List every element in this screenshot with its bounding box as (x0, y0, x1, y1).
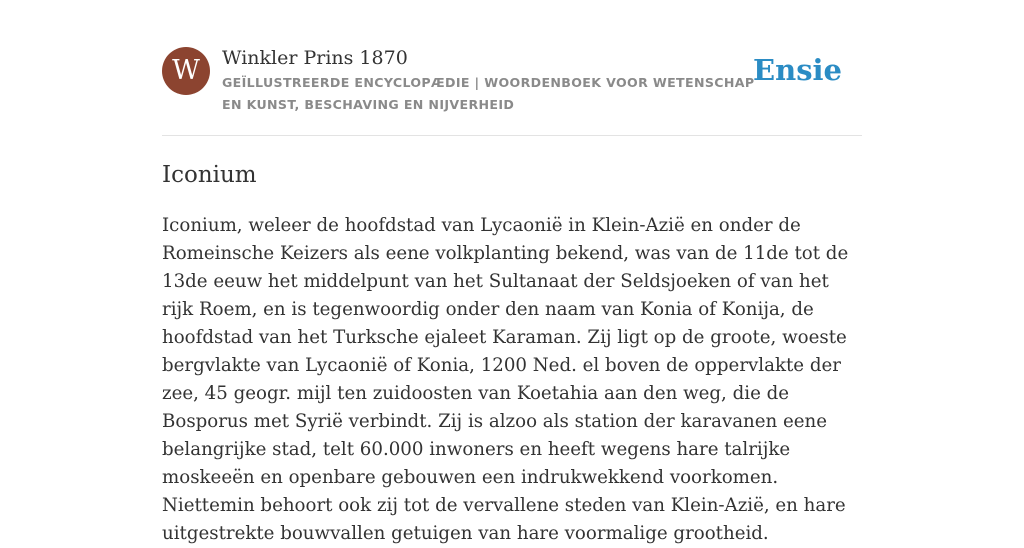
article-title: Iconium (162, 162, 257, 188)
source-subtitle: GEÏLLUSTREERDE ENCYCLOPÆDIE | WOORDENBOEK VOOR WETENSCHAP EN KUNST, BESCHAVING EN NIJVERHEID (222, 75, 755, 112)
article-body: Iconium, weleer de hoofdstad van Lycaonië in Klein-Azië en onder de Romeinsche Keizers als eene volkplanting bekend, was van de 11de tot de 13de eeuw het middelpunt van het Sultanaat der Seldsjoeken of van het rijk Roem, en is tegenwoordig onder den naam van Konia of Konija, de hoofdstad van het Turksche ejaleet Karaman. Zij ligt op de groote, woeste bergvlakte van Lycaonië of Konia, 1200 Ned. el boven de oppervlakte der zee, 45 geogr. mijl ten zuidoosten van Koetahia aan den weg, die de Bosporus met Syrië verbindt. Zij is alzoo als station der karavanen eene belangrijke stad, telt 60.000 inwoners en heeft wegens hare talrijke moskeeën en openbare gebouwen een indrukwekkend voorkomen. Niettemin behoort ook zij tot de vervallene steden van Klein-Azië, en hare uitgestrekte bouwvallen getuigen van hare voormalige grootheid. (162, 215, 849, 544)
source-title[interactable]: Winkler Prins 1870 (222, 47, 408, 69)
source-avatar[interactable]: W (162, 47, 210, 95)
source-header (162, 44, 862, 136)
ensie-logo[interactable]: Ensie (753, 53, 842, 87)
